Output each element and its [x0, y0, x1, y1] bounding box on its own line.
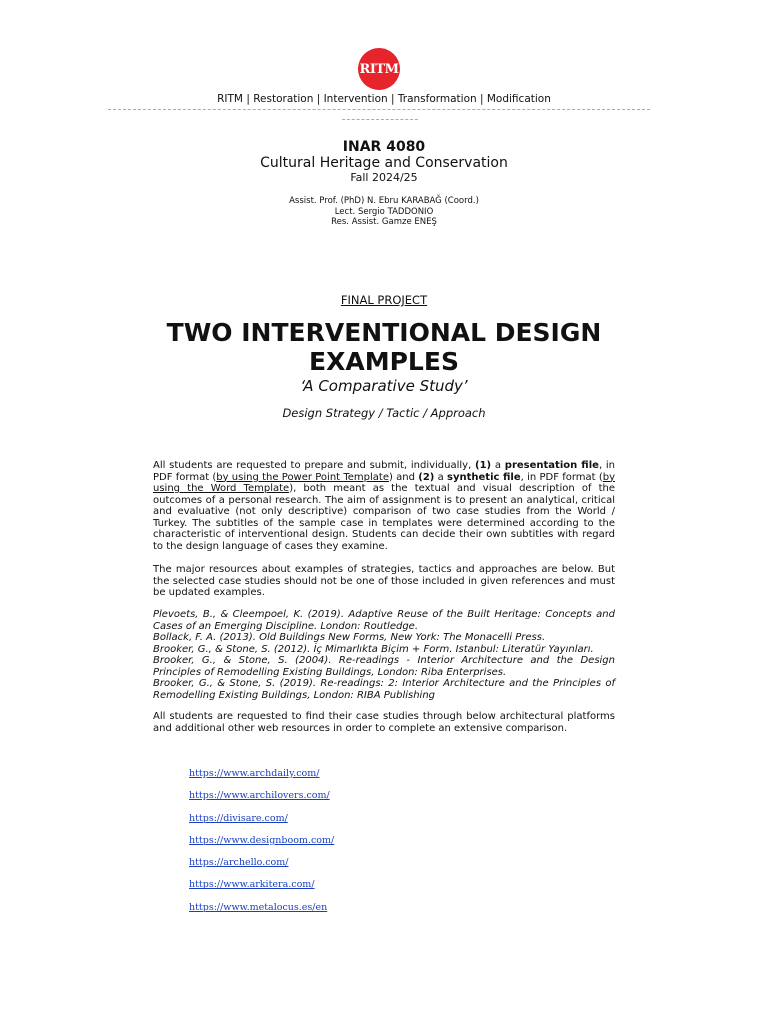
para-bold: (2) [418, 471, 435, 483]
staff-coordinator: Assist. Prof. (PhD) N. Ebru KARABAĞ (Coord.) [289, 196, 479, 206]
ppt-template-link[interactable]: by using the Power Point Template [216, 471, 389, 483]
header-tagline: RITM | Restoration | Intervention | Transformation | Modification [217, 93, 551, 105]
link-arkitera[interactable]: https://www.arkitera.com/ [189, 879, 315, 891]
staff-assistant: Res. Assist. Gamze ENEŞ [331, 217, 437, 227]
resources-paragraph: The major resources about examples of strategies, tactics and approaches are below. But the selected case studies should not be one of those included in given references and must be updated examples. [153, 564, 615, 598]
para-text: a [434, 471, 448, 483]
platforms-paragraph: All students are requested to find their case studies through below architectural platforms and additional other web resources in order to complete an extensive comparison. [153, 711, 615, 734]
reference-item: Bollack, F. A. (2013). Old Buildings New Forms, New York: The Monacelli Press. [153, 632, 546, 643]
header-divider [108, 109, 650, 110]
word-template-link[interactable]: by using the Word Template [153, 471, 616, 494]
instructions-paragraph [153, 460, 615, 552]
link-archdaily[interactable]: https://www.archdaily.com/ [189, 768, 320, 779]
course-name: Cultural Heritage and Conservation [260, 155, 508, 171]
project-title [0, 318, 768, 376]
link-designboom[interactable]: https://www.designboom.com/ [189, 834, 335, 846]
para-text: , in PDF format ( [153, 460, 615, 483]
course-term: Fall 2024/25 [350, 171, 418, 184]
project-strategy: Design Strategy / Tactic / Approach [282, 406, 486, 420]
reference-item: Brooker, G., & Stone, S. (2004). Re-readings - Interior Architecture and the Design Principles of Remodelling Existing Buildings, London: Riba Enterprises. [153, 655, 615, 678]
para-text: , in PDF format ( [520, 471, 603, 483]
reference-item: Plevoets, B., & Cleempoel, K. (2019). Adaptive Reuse of the Built Heritage: Concepts and Cases of an Emerging Discipline. London: Routledge. [153, 609, 615, 632]
staff-lecturer: Lect. Sergio TADDONIO [334, 206, 434, 217]
logo-badge [358, 48, 400, 90]
project-title-line2: EXAMPLES [309, 347, 459, 376]
ritm-logo [358, 48, 400, 90]
para-text: ) and [389, 471, 419, 483]
link-archello[interactable]: https://archello.com/ [189, 857, 289, 869]
reference-item: Brooker, G., & Stone, S. (2019). Re-readings: 2: Interior Architecture and the Principles of Remodelling Existing Buildings, London: RIBA Publishing [153, 678, 615, 701]
project-label: FINAL PROJECT [340, 293, 428, 307]
project-subtitle: ‘A Comparative Study’ [300, 377, 468, 395]
para-text: a [491, 460, 505, 471]
course-code: INAR 4080 [342, 139, 426, 155]
platform-links [189, 768, 334, 924]
references-list [153, 609, 615, 701]
para-bold: presentation file [504, 460, 599, 471]
para-text: ), both meant as the textual and visual description of the outcomes of a personal research. The aim of assignment is to present an analytical, critical and evaluative (not only descriptive) comparison of two case studies from the World / Turkey. The subtitles of the sample case in templates were determined according to the characteristic of interventional design. Students can decide their own subtitles with regard to the design language of cases they examine. [153, 483, 616, 552]
para-bold: synthetic file [447, 471, 521, 483]
reference-item: Brooker, G., & Stone, S. (2012). İç Mimarlıkta Biçim + Form. Istanbul: Literatür Yayınları. [153, 643, 594, 655]
para-text: All students are requested to prepare and submit, individually, [153, 460, 476, 471]
logo-text: RITM [359, 61, 399, 77]
project-title-line1: TWO INTERVENTIONAL DESIGN [166, 318, 602, 347]
link-metalocus[interactable]: https://www.metalocus.es/en [189, 901, 328, 913]
header-divider-short [342, 119, 418, 120]
link-archilovers[interactable]: https://www.archilovers.com/ [189, 790, 330, 802]
link-divisare[interactable]: https://divisare.com/ [189, 812, 288, 824]
staff-list [0, 196, 768, 228]
para-bold: (1) [475, 460, 492, 471]
